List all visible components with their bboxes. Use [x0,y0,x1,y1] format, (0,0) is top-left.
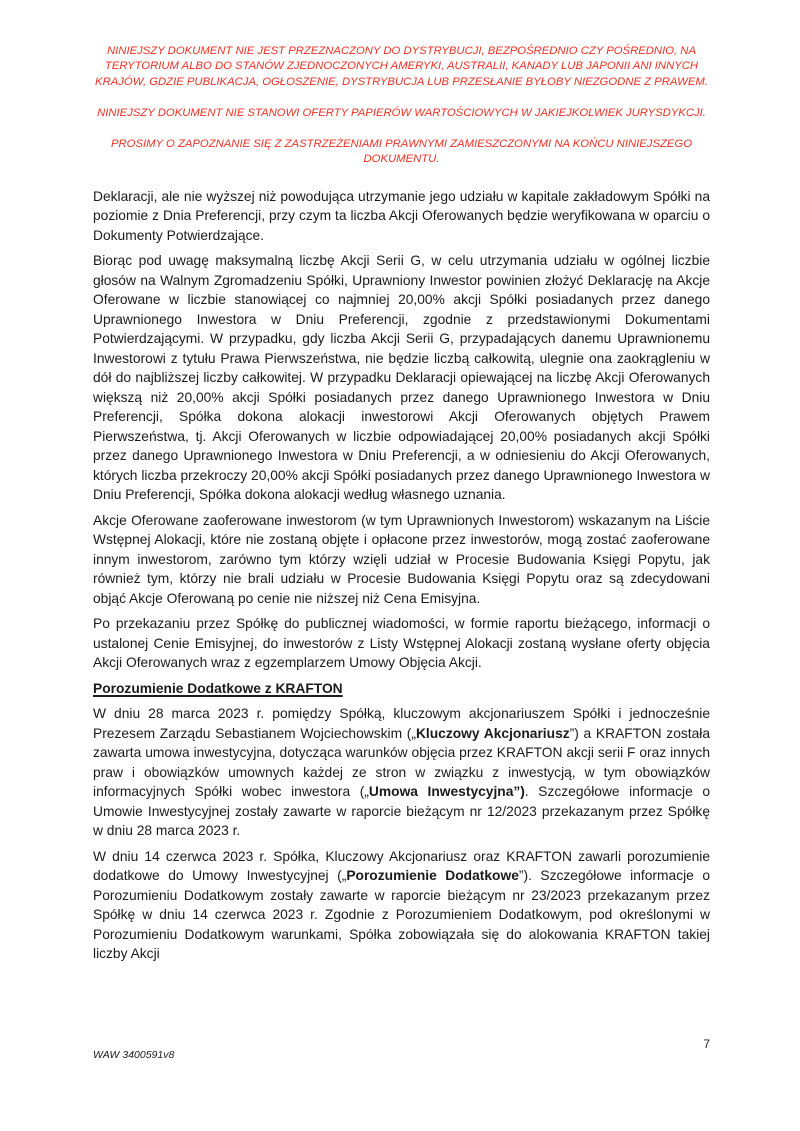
page-number: 7 [703,1037,710,1051]
paragraph-allocation-rules: Biorąc pod uwagę maksymalną liczbę Akcji Serii G, w celu utrzymania udziału w ogólnej liczbie głosów na Walnym Zgromadzeniu Spółki, Uprawniony Inwestor powinien złożyć Deklarację na Akcje Oferowane w liczbie stanowiącej co najmniej 20,00% akcji Spółki posiadanych przez danego Uprawnionego Inwestora w Dniu Preferencji, zgodnie z przedstawionymi Dokumentami Potwierdzającymi. W przypadku, gdy liczba Akcji Serii G, przypadających danemu Uprawnionemu Inwestorowi z tytułu Prawa Pierwszeństwa, nie będzie liczbą całkowitą, ulegnie ona zaokrągleniu w dół do najbliższej liczby całkowitej. W przypadku Deklaracji opiewającej na liczbę Akcji Oferowanych większą niż 20,00% akcji Spółki posiadanych przez danego Uprawnionego Inwestora w Dniu Preferencji, Spółka dokona alokacji inwestorowi Akcji Oferowanych objętych Prawem Pierwszeństwa, tj. Akcji Oferowanych w liczbie odpowiadającej 20,00% posiadanych akcji Spółki przez danego Uprawnionego Inwestora w Dniu Preferencji, a w odniesieniu do Akcji Oferowanych, których liczba przekroczy 20,00% akcji Spółki posiadanych przez danego Uprawnionego Inwestora w Dniu Preferencji, Spółka dokona alokacji według własnego uznania. [93,253,710,503]
disclaimer-distribution-notice: NINIEJSZY DOKUMENT NIE JEST PRZEZNACZONY DO DYSTRYBUCJI, BEZPOŚREDNIO CZY POŚREDNIO, NA TERYTORIUM ALBO DO STANÓW ZJEDNOCZONYCH AMERYKI, AUSTRALII, KANADY LUB JAPONII ANI INNYCH KRAJÓW, GDZIE PUBLIKACJA, OGŁOSZENIE, DYSTRYBUCJA LUB PRZESŁANIE BYŁOBY NIEZGODNE Z PRAWEM. [95,45,708,88]
text-run: . Szczegółowe informacje o Umowie Inwestycyjnej zostały zawarte w raporcie bieżącym nr 12/2023 przekazanym przez Spółkę w dniu 28 marca 2023 r. [93,784,710,839]
section-heading-text: Porozumienie Dodatkowe z KRAFTON [93,680,343,696]
text-run: ”). Szczegółowe informacje o Porozumieniu Dodatkowym zostały zawarte w raporcie bieżącym nr 23/2023 przekazanym przez Spółkę w dniu 14 czerwca 2023 r. Zgodnie z Porozumieniem Dodatkowym, pod określonymi w Porozumieniu Dodatkowym warunkami, Spółka zobowiązała się do alokowania KRAFTON takiej liczby Akcji [93,868,710,962]
defined-term-porozumienie-dodatkowe: Porozumienie Dodatkowe [346,868,519,884]
defined-term-kluczowy-akcjonariusz: Kluczowy Akcjonariusz [415,725,570,741]
text-run: W dniu 14 czerwca 2023 r. Spółka, Kluczowy Akcjonariusz oraz KRAFTON zawarli porozumienie dodatkowe do Umowy Inwestycyjnej („ [93,848,710,884]
text-run: W dniu 28 marca 2023 r. pomiędzy Spółką, kluczowym akcjonariuszem Spółki i jednocześnie Prezesem Zarządu Sebastianem Wojciechowskim („ [93,706,710,741]
section-heading-krafton-agreement [93,679,710,699]
disclaimer-legal-reservations-notice: PROSIMY O ZAPOZNANIE SIĘ Z ZASTRZEŻENIAMI PRAWNYMI ZAMIESZCZONYMI NA KOŃCU NINIEJSZEGO DOKUMENTU. [110,138,692,166]
paragraph-unsubscribed-shares: Akcje Oferowane zaoferowane inwestorom (w tym Uprawnionych Inwestorom) wskazanym na Liście Wstępnej Alokacji, które nie zostaną objęte i opłacone przez inwestorów, mogą zostać zaoferowane innym inwestorom, zarówno tym którzy wzięli udział w Procesie Budowania Księgi Popytu, jak również tym, którzy nie brali udziału w Procesie Budowania Księgi Popytu oraz są zdecydowani objąć Akcje Oferowaną po cenie nie niższej niż Cena Emisyjna. [93,512,710,606]
paragraph-declaration-cap: Deklaracji, ale nie wyższej niż powodująca utrzymanie jego udziału w kapitale zakładowym Spółki na poziomie z Dnia Preferencji, przy czym ta liczba Akcji Oferowanych będzie weryfikowana w oparciu o Dokumenty Potwierdzające. [93,188,710,243]
legal-disclaimer-block [93,44,710,168]
paragraph-investment-agreement [93,704,710,841]
defined-term-umowa-inwestycyjna: Umowa Inwestycyjna”) [368,784,525,800]
document-body [93,187,710,964]
text-run: ”) a KRAFTON została zawarta umowa inwestycyjna, dotycząca warunków objęcia przez KRAFTON akcji serii F oraz innych praw i obowiązków umownych każdej ze stron w związku z inwestycją, w tym obowiązków informacyjnych Spółki wobec inwestora („ [93,725,711,800]
document-reference: WAW 3400591v8 [93,1049,175,1061]
disclaimer-no-offer-notice: NINIEJSZY DOKUMENT NIE STANOWI OFERTY PAPIERÓW WARTOŚCIOWYCH W JAKIEJKOLWIEK JURYSDYKCJI. [97,106,706,119]
paragraph-offer-dispatch: Po przekazaniu przez Spółkę do publicznej wiadomości, w formie raportu bieżącego, informacji o ustalonej Cenie Emisyjnej, do inwestorów z Listy Wstępnej Alokacji zostaną wysłane oferty objęcia Akcji Oferowanych wraz z egzemplarzem Umowy Objęcia Akcji. [93,616,710,671]
paragraph-additional-agreement [93,847,710,964]
